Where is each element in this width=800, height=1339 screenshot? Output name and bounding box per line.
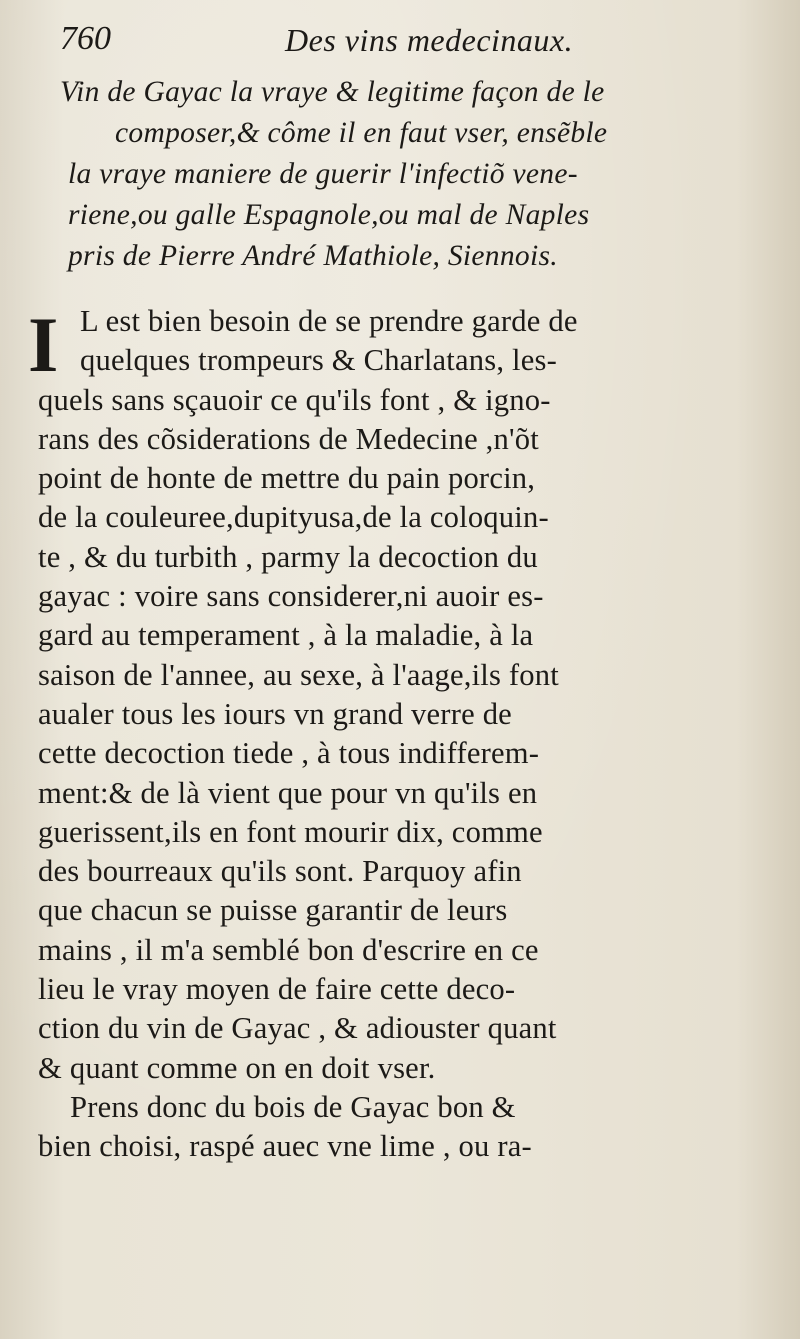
title-line: la vraye maniere de guerir l'infectiõ vene- — [68, 158, 578, 190]
drop-cap: I — [28, 301, 59, 388]
body-line: guerissent,ils en font mourir dix, comme — [38, 814, 543, 849]
body-line: Prens donc du bois de Gayac bon & — [70, 1089, 516, 1124]
body-line: que chacun se puisse garantir de leurs — [38, 893, 508, 928]
chapter-title — [60, 72, 780, 277]
body-line: quelques trompeurs & Charlatans, les- — [80, 343, 558, 378]
body-text — [38, 302, 778, 1167]
title-line: composer,& côme il en faut vser, ensẽble — [115, 117, 608, 149]
body-line: ction du vin de Gayac , & adiouster quant — [38, 1011, 557, 1046]
body-line: te , & du turbith , parmy la decoction du — [38, 539, 538, 574]
body-line: lieu le vray moyen de faire cette deco- — [38, 972, 516, 1007]
body-line: L est bien besoin de se prendre garde de — [80, 304, 578, 338]
body-line: & quant comme on en doit vser. — [38, 1050, 436, 1085]
body-line: ment:& de là vient que pour vn qu'ils en — [38, 775, 538, 810]
body-line: saison de l'annee, au sexe, à l'aage,ils font — [38, 657, 559, 692]
body-line: gard au temperament , à la maladie, à la — [38, 618, 534, 653]
title-line: Vin de Gayac la vraye & legitime façon de le — [60, 76, 605, 108]
body-line: cette decoction tiede , à tous indifferem- — [38, 736, 540, 771]
body-line: de la couleuree,dupityusa,de la coloquin- — [38, 500, 549, 535]
body-line: point de honte de mettre du pain porcin, — [38, 461, 536, 496]
page-number: 760 — [60, 20, 111, 57]
body-line: bien choisi, raspé auec vne lime , ou ra- — [38, 1129, 532, 1164]
body-line: aualer tous les iours vn grand verre de — [38, 696, 512, 731]
page-header — [60, 20, 780, 68]
running-head: Des vins medecinaux. — [285, 22, 574, 58]
body-line: gayac : voire sans considerer,ni auoir es- — [38, 579, 544, 614]
body-line: rans des cõsiderations de Medecine ,n'õt — [38, 421, 539, 456]
body-line: des bourreaux qu'ils sont. Parquoy afin — [38, 854, 522, 889]
title-line: riene,ou galle Espagnole,ou mal de Naples — [68, 199, 590, 231]
body-line: mains , il m'a semblé bon d'escrire en ce — [38, 932, 539, 967]
body-line: quels sans sçauoir ce qu'ils font , & igno- — [38, 382, 551, 417]
title-line: pris de Pierre André Mathiole, Siennois. — [68, 240, 558, 272]
